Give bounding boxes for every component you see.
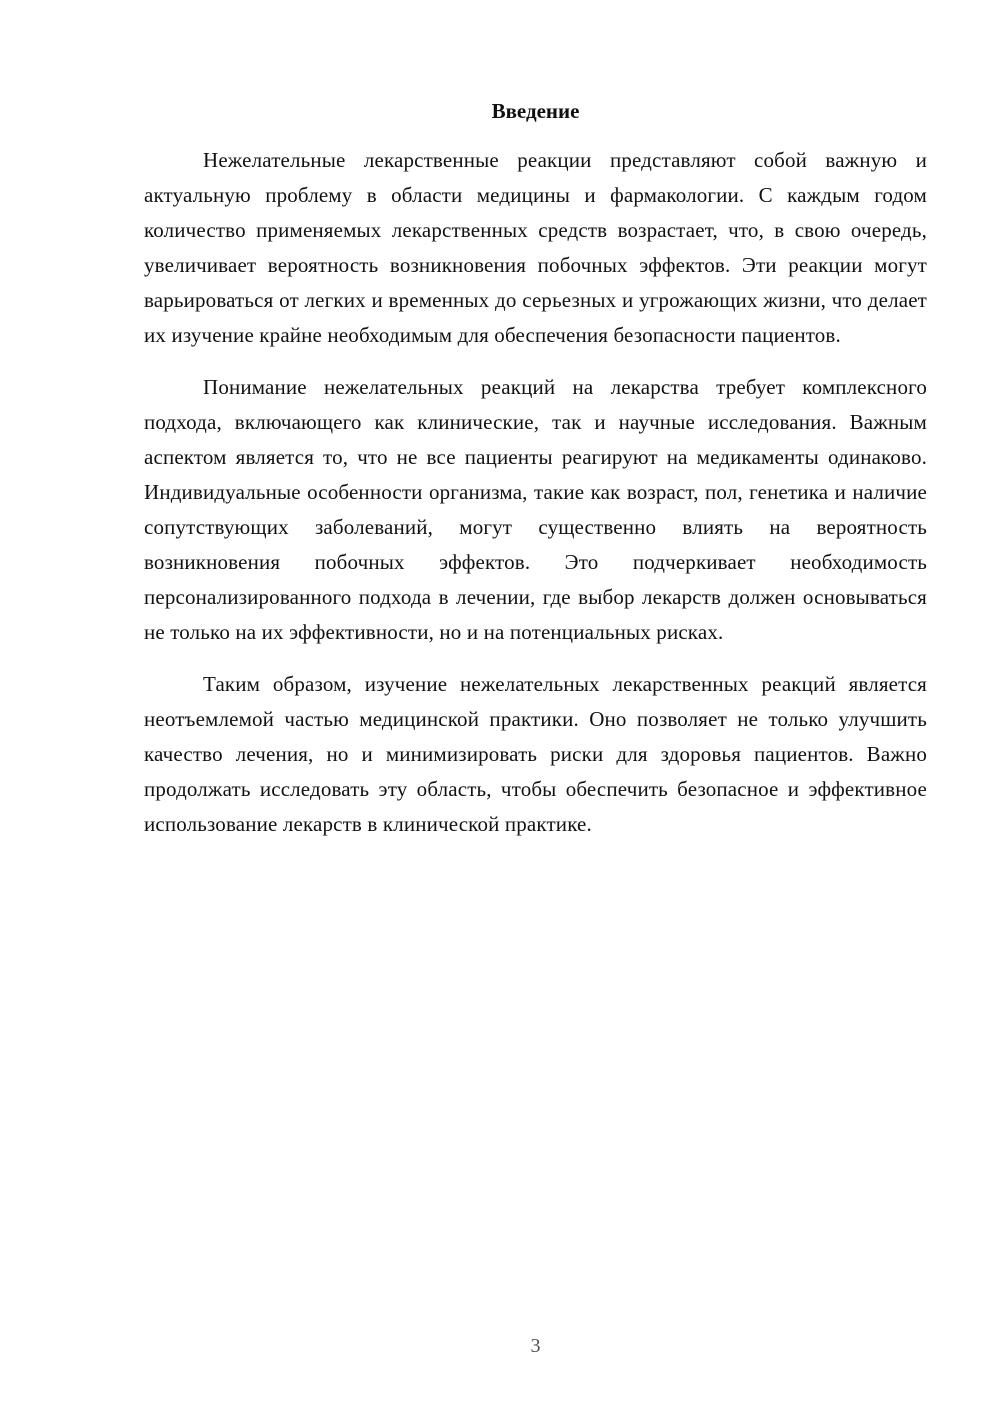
page-title: Введение — [491, 99, 580, 123]
page-number: 3 — [530, 1335, 541, 1357]
paragraph-3: Таким образом, изучение нежелательных лекарственных реакций является неотъемлемой частью медицинской практики. Оно позволяет не только улучшить качество лечения, но и минимизировать риски для здоровья пациентов. Важно продолжать исследовать эту область, чтобы обеспечить безопасное и эффективное использование лекарств в клинической практике. — [144, 672, 927, 836]
paragraph-2: Понимание нежелательных реакций на лекарства требует комплексного подхода, включающего как клинические, так и научные исследования. Важным аспектом является то, что не все пациенты реагируют на медикаменты одинаково. Индивидуальные особенности организма, такие как возраст, пол, генетика и наличие сопутствующих заболеваний, могут существенно влиять на вероятность возникновения побочных эффектов. Это подчеркивает необходимость персонализированного подхода в лечении, где выбор лекарств должен основываться не только на их эффективности, но и на потенциальных рисках. — [144, 375, 927, 644]
paragraph-1: Нежелательные лекарственные реакции представляют собой важную и актуальную проблему в области медицины и фармакологии. С каждым годом количество применяемых лекарственных средств возрастает, что, в свою очередь, увеличивает вероятность возникновения побочных эффектов. Эти реакции могут варьироваться от легких и временных до серьезных и угрожающих жизни, что делает их изучение крайне необходимым для обеспечения безопасности пациентов. — [144, 148, 927, 347]
document-body — [144, 143, 927, 842]
